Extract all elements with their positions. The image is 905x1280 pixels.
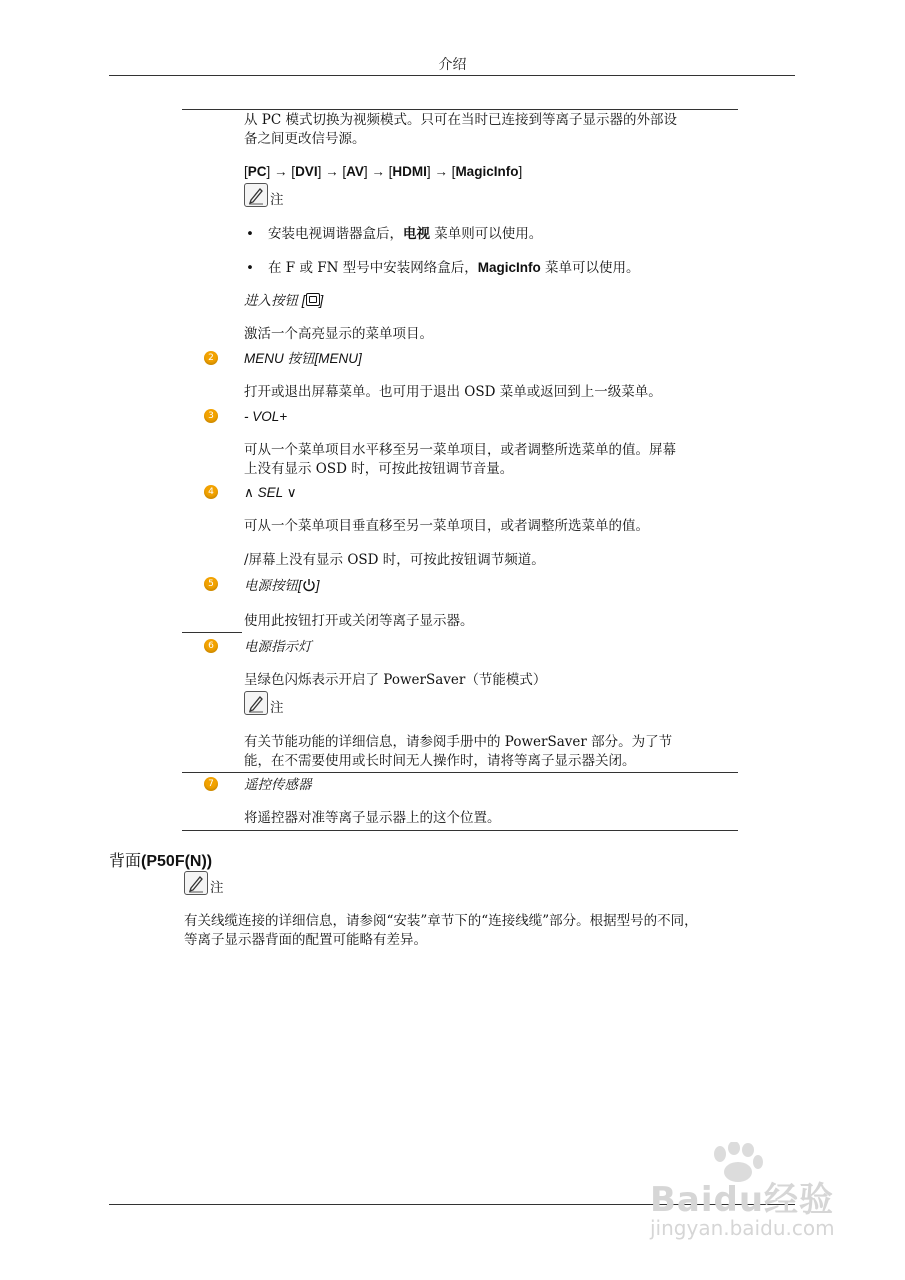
source-av: AV bbox=[346, 164, 364, 179]
remote-sensor-desc: 将遥控器对准等离子显示器上的这个位置。 bbox=[244, 810, 501, 826]
source-chain: [PC] → [DVI] → [AV] → [HDMI] → [MagicInfo] bbox=[244, 164, 523, 179]
note-label: 注 bbox=[270, 700, 284, 716]
row-divider bbox=[182, 772, 738, 773]
arrow-icon: → bbox=[434, 164, 448, 179]
source-dvi: DVI bbox=[295, 164, 318, 179]
power-indicator-note-2: 能，在不需要使用或长时间无人操作时，请将等离子显示器关闭。 bbox=[244, 753, 636, 769]
back-desc-1: 有关线缆连接的详细信息，请参阅“安装”章节下的“连接线缆”部分。根据型号的不同， bbox=[184, 913, 698, 929]
arrow-icon: → bbox=[274, 164, 288, 179]
chevron-down-icon: ∨ bbox=[286, 485, 297, 500]
number-badge-6: 6 bbox=[204, 639, 218, 653]
bullet-dot-icon: • bbox=[246, 260, 254, 276]
number-badge-2: 2 bbox=[204, 351, 218, 365]
number-badge-5: 5 bbox=[204, 577, 218, 591]
vol-button-desc-1: 可从一个菜单项目水平移至另一菜单项目，或者调整所选菜单的值。屏幕 bbox=[244, 442, 676, 458]
note-label: 注 bbox=[270, 192, 284, 208]
enter-button-title: 进入按钮 [ ] bbox=[244, 293, 324, 308]
menu-button-desc: 打开或退出屏幕菜单。也可用于退出 OSD 菜单或返回到上一级菜单。 bbox=[244, 384, 662, 400]
power-indicator-note-1: 有关节能功能的详细信息，请参阅手册中的 PowerSaver 部分。为了节 bbox=[244, 734, 673, 750]
page-header-title: 介绍 bbox=[438, 57, 467, 73]
power-button-title: 电源按钮[ ] bbox=[244, 576, 320, 597]
note-label: 注 bbox=[210, 880, 224, 896]
source-pc: PC bbox=[247, 164, 267, 179]
watermark-logo: Baidu经验 bbox=[650, 1180, 835, 1220]
power-indicator-title: 电源指示灯 bbox=[244, 639, 312, 654]
sel-button-title: ∧ SEL ∨ bbox=[244, 485, 297, 500]
bullet-dot-icon: • bbox=[246, 226, 254, 242]
watermark-url: jingyan.baidu.com bbox=[650, 1216, 835, 1240]
number-badge-4: 4 bbox=[204, 485, 218, 499]
source-magicinfo: MagicInfo bbox=[455, 164, 519, 179]
power-indicator-desc: 呈绿色闪烁表示开启了 PowerSaver（节能模式） bbox=[244, 672, 547, 688]
header-rule bbox=[109, 75, 795, 76]
arrow-icon: → bbox=[325, 164, 339, 179]
intro-line-1: 从 PC 模式切换为视频模式。只可在当时已连接到等离子显示器的外部设 bbox=[244, 112, 677, 128]
chevron-up-icon: ∧ bbox=[244, 485, 254, 500]
sel-button-desc-2: /屏幕上没有显示 OSD 时，可按此按钮调节频道。 bbox=[244, 552, 545, 568]
note-pencil-icon bbox=[184, 871, 208, 895]
source-hdmi: HDMI bbox=[392, 164, 427, 179]
enter-button-desc: 激活一个高亮显示的菜单项目。 bbox=[244, 326, 433, 342]
power-icon bbox=[302, 578, 316, 597]
enter-icon bbox=[306, 293, 320, 306]
table-top-rule bbox=[182, 109, 738, 110]
bullet-1: 安装电视调谐器盒后，电视 菜单则可以使用。 bbox=[268, 226, 543, 242]
number-badge-7: 7 bbox=[204, 777, 218, 791]
note-pencil-icon bbox=[244, 691, 268, 715]
vol-button-title: - VOL+ bbox=[244, 409, 288, 424]
table-bottom-rule bbox=[182, 830, 738, 831]
power-button-desc: 使用此按钮打开或关闭等离子显示器。 bbox=[244, 613, 474, 629]
back-heading: 背面(P50F(N)) bbox=[109, 851, 213, 870]
menu-button-title: MENU 按钮[MENU] bbox=[244, 351, 362, 366]
sel-button-desc-1: 可从一个菜单项目垂直移至另一菜单项目，或者调整所选菜单的值。 bbox=[244, 518, 649, 534]
back-desc-2: 等离子显示器背面的配置可能略有差异。 bbox=[184, 932, 427, 948]
vol-button-desc-2: 上没有显示 OSD 时，可按此按钮调节音量。 bbox=[244, 461, 514, 477]
arrow-icon: → bbox=[371, 164, 385, 179]
number-badge-3: 3 bbox=[204, 409, 218, 423]
intro-line-2: 备之间更改信号源。 bbox=[244, 131, 366, 147]
remote-sensor-title: 遥控传感器 bbox=[244, 777, 312, 792]
row-divider bbox=[182, 632, 242, 633]
note-pencil-icon bbox=[244, 183, 268, 207]
bullet-2: 在 F 或 FN 型号中安装网络盒后，MagicInfo 菜单可以使用。 bbox=[268, 260, 640, 276]
